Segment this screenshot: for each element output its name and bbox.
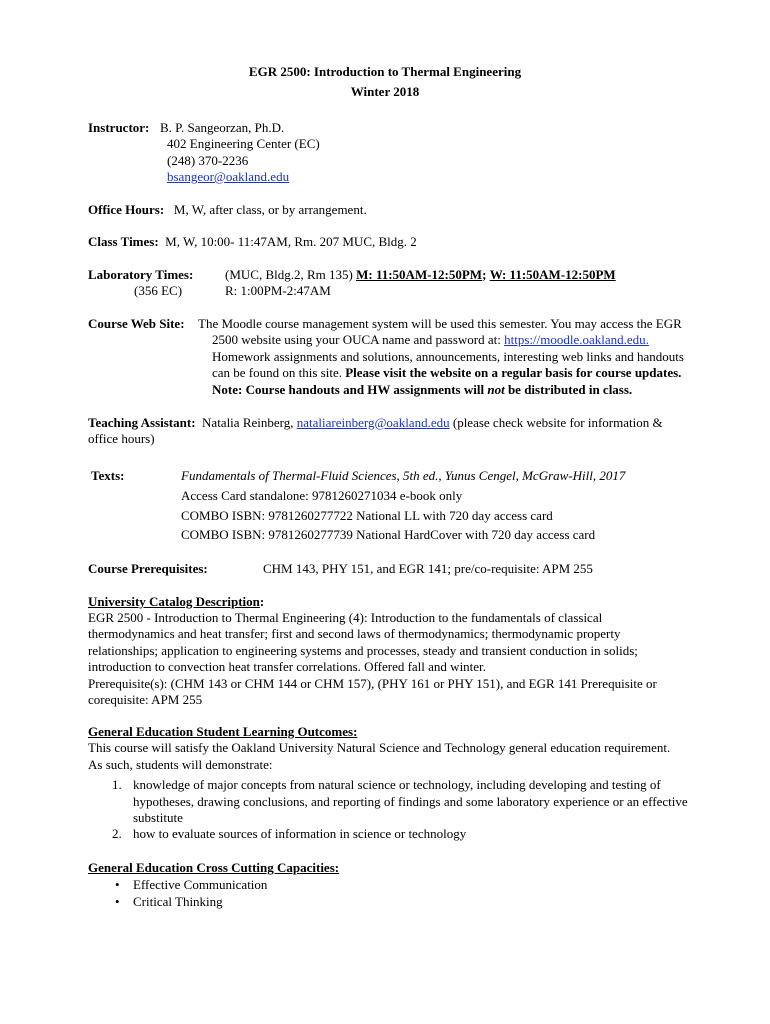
outcome-1-number: 1.	[112, 777, 122, 792]
course-web-note	[212, 382, 632, 398]
catalog-heading-text: University Catalog Description	[88, 594, 260, 609]
outcome-1-line-1: knowledge of major concepts from natural science or technology, including developing and testing of	[133, 777, 661, 792]
office-hours	[88, 202, 367, 218]
prereq-value: CHM 143, PHY 151, and EGR 141; pre/co-requisite: APM 255	[263, 561, 593, 576]
textbook-title: Fundamentals of Thermal-Fluid Sciences, 5th ed., Yunus Cengel, McGraw-Hill, 2017	[181, 468, 626, 483]
course-web-label: Course Web Site:	[88, 316, 185, 331]
office-hours-value: M, W, after class, or by arrangement.	[173, 202, 367, 217]
catalog-line-1: EGR 2500 - Introduction to Thermal Engineering (4): Introduction to the fundamentals of classical	[88, 610, 603, 625]
moodle-link[interactable]: https://moodle.oakland.edu.	[504, 332, 649, 347]
ta-note-2: office hours)	[88, 431, 155, 446]
instructor-email-link[interactable]: bsangeor@oakland.edu	[167, 169, 290, 184]
course-web-line2	[212, 332, 649, 348]
lab-times-row1	[225, 267, 616, 283]
course-web-note-a: Note: Course handouts and HW assignments will	[212, 382, 488, 397]
prereq-label: Course Prerequisites:	[88, 561, 208, 576]
outcome-2-line-1: how to evaluate sources of information in science or technology	[133, 826, 467, 841]
instructor-name: B. P. Sangeorzan, Ph.D.	[160, 120, 285, 135]
catalog-line-3: relationships; application to engineering systems and processes, steady and transient conduction in solids;	[88, 643, 638, 658]
outcome-2-number: 2.	[112, 826, 122, 841]
catalog-line-2: thermodynamics and heat transfer; first and second laws of thermodynamics; thermodynamic property	[88, 626, 621, 641]
course-title: EGR 2500: Introduction to Thermal Engineering	[248, 64, 522, 79]
lab-times-label: Laboratory Times:	[88, 267, 194, 282]
bullet-icon: •	[115, 877, 120, 892]
catalog-heading	[88, 594, 264, 610]
course-web-update-notice: Please visit the website on a regular basis for course updates.	[345, 365, 682, 380]
instructor-label: Instructor:	[88, 120, 150, 135]
lab-location-1: (MUC, Bldg.2, Rm 135)	[225, 267, 353, 282]
gen-ed-intro-2: As such, students will demonstrate:	[88, 757, 273, 772]
cross-cutting-item: Critical Thinking	[133, 894, 223, 909]
lab-slot-separator: ;	[482, 267, 487, 282]
texts-label: Texts:	[91, 468, 125, 483]
ta-note: (please check website for information &	[449, 415, 663, 430]
ta-label: Teaching Assistant:	[88, 415, 196, 430]
lab-thursday-slot: R: 1:00PM-2:47AM	[225, 283, 331, 298]
course-web-line3: Homework assignments and solutions, announcements, interesting web links and handouts	[212, 349, 684, 364]
course-web-line1: The Moodle course management system will be used this semester. You may access the EGR	[198, 316, 682, 331]
gen-ed-intro-1: This course will satisfy the Oakland University Natural Science and Technology general education requirement.	[88, 740, 671, 755]
course-web-line4	[212, 365, 681, 381]
instructor-office: 402 Engineering Center (EC)	[167, 136, 320, 151]
lab-location-2: (356 EC)	[134, 283, 183, 298]
catalog-line-5: Prerequisite(s): (CHM 143 or CHM 144 or CHM 157), (PHY 161 or PHY 151), and EGR 141 Prerequisite or	[88, 676, 657, 691]
catalog-line-4: introduction to convection heat transfer correlations. Offered fall and winter.	[88, 659, 486, 674]
office-hours-label: Office Hours:	[88, 202, 165, 217]
course-term: Winter 2018	[350, 84, 420, 99]
cross-cutting-heading: General Education Cross Cutting Capacities:	[88, 860, 340, 875]
bullet-icon: •	[115, 894, 120, 909]
ta-line	[88, 415, 663, 431]
course-web-line2-text: 2500 website using your OUCA name and password at:	[212, 332, 505, 347]
course-web-note-b: be distributed in class.	[504, 382, 633, 397]
outcome-1-line-3: substitute	[133, 810, 183, 825]
outcome-1-line-2: hypotheses, drawing conclusions, and reporting of findings and some laboratory experience or an effective	[133, 794, 688, 809]
lab-monday-slot: M: 11:50AM-12:50PM	[356, 267, 483, 282]
instructor-phone: (248) 370-2236	[167, 153, 249, 168]
class-times-value: M, W, 10:00- 11:47AM, Rm. 207 MUC, Bldg. 2	[165, 234, 417, 249]
catalog-heading-colon: :	[259, 594, 265, 609]
class-times	[88, 234, 417, 250]
course-web-note-not: not	[487, 382, 505, 397]
textbook-access-card: Access Card standalone: 9781260271034 e-book only	[181, 488, 463, 503]
cross-cutting-item: Effective Communication	[133, 877, 268, 892]
lab-wednesday-slot: W: 11:50AM-12:50PM	[489, 267, 616, 282]
class-times-label: Class Times:	[88, 234, 159, 249]
textbook-combo-1: COMBO ISBN: 9781260277722 National LL with 720 day access card	[181, 508, 553, 523]
textbook-combo-2: COMBO ISBN: 9781260277739 National HardCover with 720 day access card	[181, 527, 596, 542]
gen-ed-outcomes-heading: General Education Student Learning Outcomes:	[88, 724, 358, 739]
catalog-line-6: corequisite: APM 255	[88, 692, 203, 707]
ta-name: Natalia Reinberg,	[202, 415, 297, 430]
ta-email-link[interactable]: nataliareinberg@oakland.edu	[296, 415, 450, 430]
course-web-line4-text: can be found on this site.	[212, 365, 346, 380]
